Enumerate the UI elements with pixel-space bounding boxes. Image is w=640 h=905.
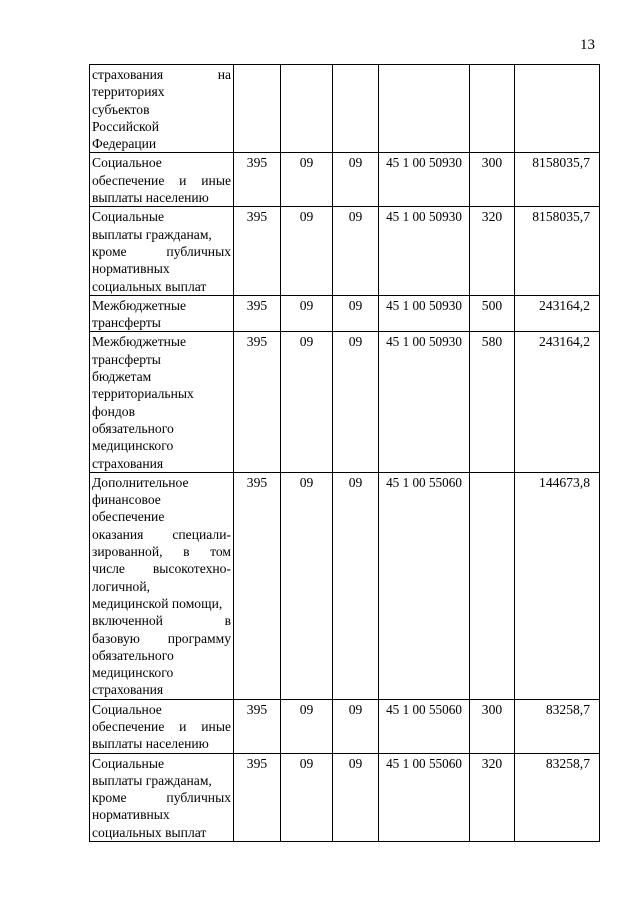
item-name-line: Социальные bbox=[92, 209, 164, 225]
table-row bbox=[90, 472, 600, 699]
table-row bbox=[90, 153, 600, 207]
section-code-cell: 09 bbox=[281, 753, 333, 841]
table-row bbox=[90, 295, 600, 332]
item-name-line: зированной, в том bbox=[92, 544, 231, 560]
subsection-code-cell: 09 bbox=[333, 207, 379, 295]
item-name-cell bbox=[90, 207, 234, 295]
page-number: 13 bbox=[580, 37, 595, 53]
item-name-line: Межбюджетные bbox=[92, 297, 187, 313]
item-name-line: медицинского bbox=[92, 665, 174, 681]
subsection-code-cell: 09 bbox=[333, 153, 379, 207]
item-name-line: страхования bbox=[92, 455, 164, 471]
item-name-line: выплаты гражданам, bbox=[92, 772, 212, 788]
ministry-code-cell: 395 bbox=[234, 332, 281, 472]
amount-cell: 8158035,7 bbox=[515, 153, 600, 207]
expense-type-cell: 300 bbox=[470, 153, 515, 207]
item-name-line: медицинского bbox=[92, 438, 174, 454]
item-name-line: фондов bbox=[92, 403, 136, 419]
ministry-code-cell: 395 bbox=[234, 153, 281, 207]
subsection-code-cell: 09 bbox=[333, 753, 379, 841]
item-name-line: социальных выплат bbox=[92, 278, 207, 294]
item-name-line: Межбюджетные bbox=[92, 334, 187, 350]
target-article-cell: 45 1 00 55060 bbox=[379, 472, 470, 699]
subsection-code-cell: 09 bbox=[333, 699, 379, 753]
item-name-cell bbox=[90, 332, 234, 472]
item-name-line: числе высокотехно- bbox=[92, 561, 231, 577]
ministry-code-cell: 395 bbox=[234, 207, 281, 295]
table-body bbox=[90, 65, 600, 842]
section-code-cell: 09 bbox=[281, 332, 333, 472]
item-name-line: оказания специали- bbox=[92, 526, 231, 542]
expense-type-cell bbox=[470, 472, 515, 699]
item-name-line: Социальное bbox=[92, 701, 162, 717]
item-name-cell bbox=[90, 753, 234, 841]
target-article-cell: 45 1 00 50930 bbox=[379, 153, 470, 207]
item-name-line: базовую программу bbox=[92, 630, 231, 646]
item-name-line: трансферты bbox=[92, 315, 161, 331]
section-code-cell bbox=[281, 65, 333, 153]
item-name-line: нормативных bbox=[92, 807, 170, 823]
expense-type-cell: 320 bbox=[470, 207, 515, 295]
expense-type-cell bbox=[470, 65, 515, 153]
item-name-line: обеспечение и иные bbox=[92, 718, 231, 734]
item-name-line: обеспечение и иные bbox=[92, 172, 231, 188]
item-name-line: территориях bbox=[92, 84, 165, 100]
target-article-cell bbox=[379, 65, 470, 153]
table-row bbox=[90, 699, 600, 753]
subsection-code-cell: 09 bbox=[333, 332, 379, 472]
item-name-line: Социальные bbox=[92, 755, 164, 771]
amount-cell: 243164,2 bbox=[515, 295, 600, 332]
target-article-cell: 45 1 00 55060 bbox=[379, 699, 470, 753]
target-article-cell: 45 1 00 50930 bbox=[379, 207, 470, 295]
section-code-cell: 09 bbox=[281, 295, 333, 332]
item-name-line: кроме публичных bbox=[92, 790, 231, 806]
item-name-line: Федерации bbox=[92, 136, 157, 152]
amount-cell bbox=[515, 65, 600, 153]
item-name-line: кроме публичных bbox=[92, 243, 231, 259]
ministry-code-cell: 395 bbox=[234, 472, 281, 699]
item-name-line: нормативных bbox=[92, 261, 170, 277]
item-name-cell bbox=[90, 472, 234, 699]
table-row bbox=[90, 207, 600, 295]
section-code-cell: 09 bbox=[281, 472, 333, 699]
item-name-line: социальных выплат bbox=[92, 824, 207, 840]
table-row bbox=[90, 332, 600, 472]
subsection-code-cell: 09 bbox=[333, 295, 379, 332]
item-name-line: страхования bbox=[92, 682, 164, 698]
item-name-line: включенной в bbox=[92, 613, 231, 629]
ministry-code-cell: 395 bbox=[234, 699, 281, 753]
ministry-code-cell: 395 bbox=[234, 753, 281, 841]
section-code-cell: 09 bbox=[281, 153, 333, 207]
table-row bbox=[90, 65, 600, 153]
item-name-line: логичной, bbox=[92, 578, 151, 594]
item-name-line: субъектов bbox=[92, 101, 150, 117]
item-name-line: территориальных bbox=[92, 386, 194, 402]
amount-cell: 144673,8 bbox=[515, 472, 600, 699]
target-article-cell: 45 1 00 50930 bbox=[379, 295, 470, 332]
item-name-line: выплаты населению bbox=[92, 736, 209, 752]
section-code-cell: 09 bbox=[281, 699, 333, 753]
item-name-line: обеспечение bbox=[92, 509, 165, 525]
item-name-line: Российской bbox=[92, 118, 159, 134]
item-name-line: обязательного bbox=[92, 420, 174, 436]
item-name-line: выплаты населению bbox=[92, 190, 209, 206]
table-row bbox=[90, 753, 600, 841]
item-name-cell bbox=[90, 295, 234, 332]
section-code-cell: 09 bbox=[281, 207, 333, 295]
item-name-cell bbox=[90, 65, 234, 153]
amount-cell: 8158035,7 bbox=[515, 207, 600, 295]
budget-table bbox=[89, 64, 600, 842]
item-name-line: Дополнительное bbox=[92, 474, 189, 490]
item-name-line: выплаты гражданам, bbox=[92, 226, 212, 242]
item-name-line: финансовое bbox=[92, 492, 161, 508]
expense-type-cell: 500 bbox=[470, 295, 515, 332]
item-name-line: бюджетам bbox=[92, 369, 152, 385]
amount-cell: 83258,7 bbox=[515, 753, 600, 841]
target-article-cell: 45 1 00 50930 bbox=[379, 332, 470, 472]
item-name-line: страхования на bbox=[92, 67, 231, 82]
item-name-cell bbox=[90, 153, 234, 207]
item-name-line: трансферты bbox=[92, 351, 161, 367]
subsection-code-cell bbox=[333, 65, 379, 153]
item-name-line: Социальное bbox=[92, 155, 162, 171]
expense-type-cell: 580 bbox=[470, 332, 515, 472]
target-article-cell: 45 1 00 55060 bbox=[379, 753, 470, 841]
ministry-code-cell bbox=[234, 65, 281, 153]
amount-cell: 243164,2 bbox=[515, 332, 600, 472]
expense-type-cell: 320 bbox=[470, 753, 515, 841]
ministry-code-cell: 395 bbox=[234, 295, 281, 332]
item-name-line: обязательного bbox=[92, 647, 174, 663]
amount-cell: 83258,7 bbox=[515, 699, 600, 753]
subsection-code-cell: 09 bbox=[333, 472, 379, 699]
item-name-line: медицинской помощи, bbox=[92, 595, 223, 611]
item-name-cell bbox=[90, 699, 234, 753]
expense-type-cell: 300 bbox=[470, 699, 515, 753]
